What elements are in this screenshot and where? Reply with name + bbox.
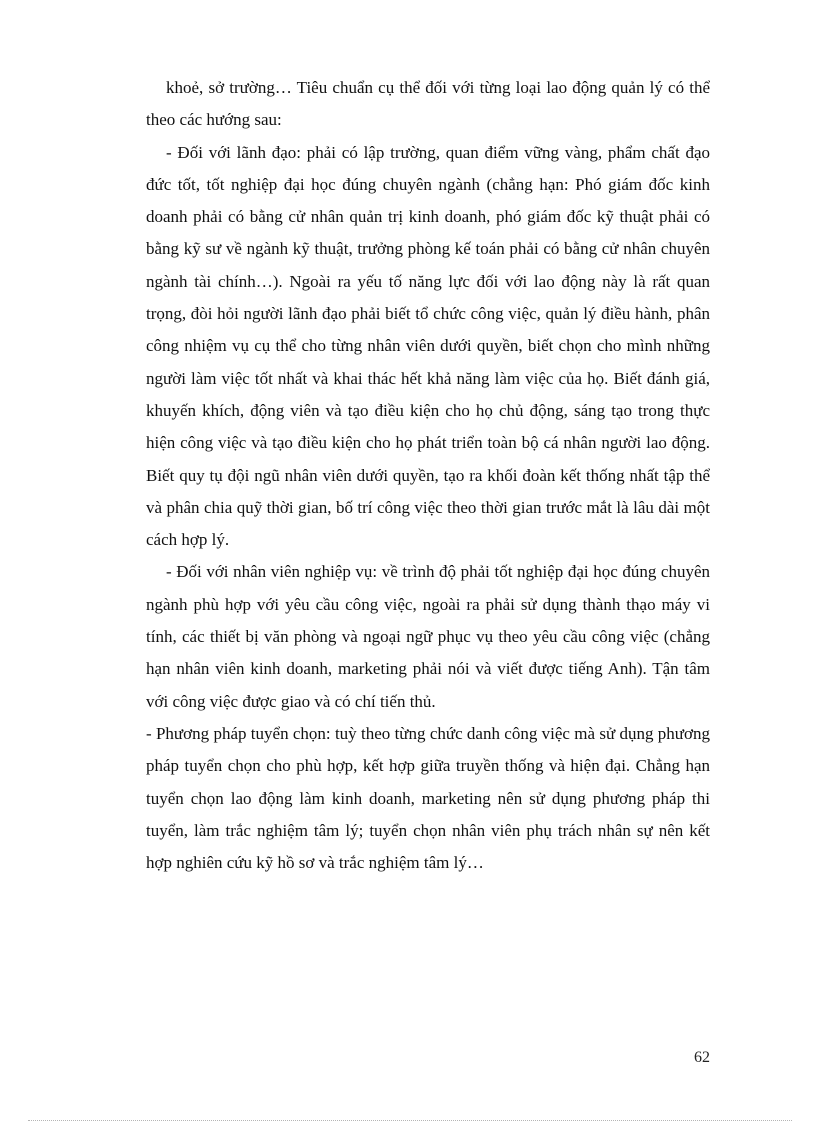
body-text [146, 72, 710, 879]
paragraph-staff: - Đối với nhân viên nghiệp vụ: về trình độ phải tốt nghiệp đại học đúng chuyên ngành phù hợp với yêu cầu công việc, ngoài ra phải sử dụng thành thạo máy vi tính, các thiết bị văn phòng và ngoại ngữ phục vụ theo yêu cầu công việc (chẳng hạn nhân viên kinh doanh, marketing phải nói và viết được tiếng Anh). Tận tâm với công việc được giao và có chí tiến thủ. [146, 562, 710, 711]
page-number: 62 [694, 1049, 710, 1066]
paragraph-selection-method: - Phương pháp tuyển chọn: tuỳ theo từng chức danh công việc mà sử dụng phương pháp tuyển chọn cho phù hợp, kết hợp giữa truyền thống và hiện đại. Chẳng hạn tuyển chọn lao động làm kinh doanh, marketing nên sử dụng phương pháp thi tuyển, làm trắc nghiệm tâm lý; tuyển chọn nhân viên phụ trách nhân sự nên kết hợp nghiên cứu kỹ hồ sơ và trắc nghiệm tâm lý… [146, 723, 710, 873]
paragraph-criteria-intro: khoẻ, sở trường… Tiêu chuẩn cụ thể đối với từng loại lao động quản lý có thể theo các hướng sau: [146, 78, 710, 130]
paragraph-leadership: - Đối với lãnh đạo: phải có lập trường, quan điểm vững vàng, phẩm chất đạo đức tốt, tốt nghiệp đại học đúng chuyên ngành (chẳng hạn: Phó giám đốc kinh doanh phải có bằng cử nhân quản trị kinh doanh, phó giám đốc kỹ thuật phải có bằng kỹ sư về ngành kỹ thuật, trưởng phòng kế toán phải có bằng cử nhân chuyên ngành tài chính…). Ngoài ra yếu tố năng lực đối với lao động này là rất quan trọng, đòi hỏi người lãnh đạo phải biết tổ chức công việc, quản lý điều hành, phân công nhiệm vụ cụ thể cho từng nhân viên dưới quyền, biết chọn cho mình những người làm việc tốt nhất và khai thác hết khả năng làm việc của họ. Biết đánh giá, khuyến khích, động viên và tạo điều kiện cho họ chủ động, sáng tạo trong thực hiện công việc và tạo điều kiện cho họ phát triển toàn bộ cá nhân người lao động. Biết quy tụ đội ngũ nhân viên dưới quyền, tạo ra khối đoàn kết thống nhất tập thể và phân chia quỹ thời gian, bố trí công việc theo thời gian trước mắt là lâu dài một cách hợp lý. [146, 142, 710, 550]
page-bottom-divider [28, 1120, 792, 1121]
